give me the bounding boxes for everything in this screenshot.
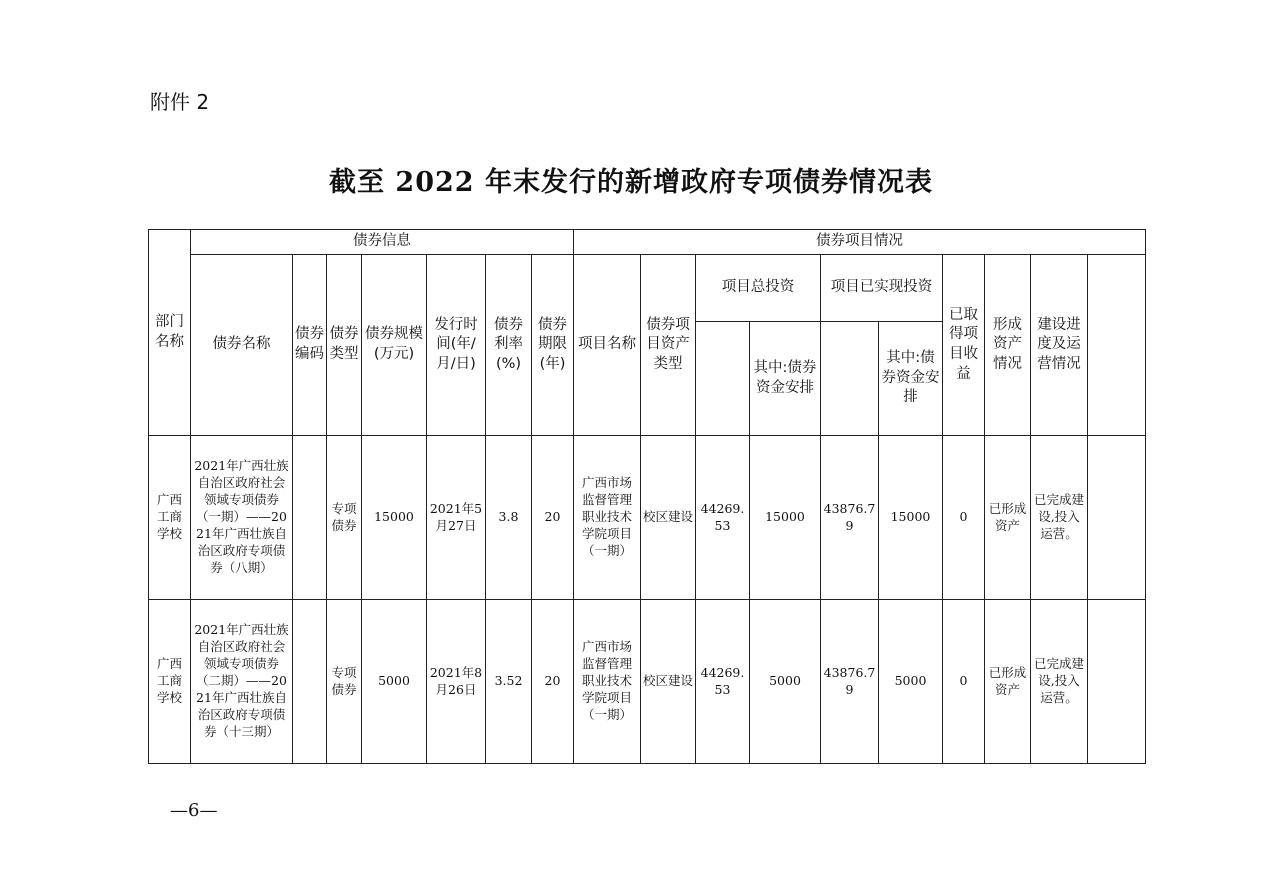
header-total-bond-funds: 其中:债券资金安排	[750, 322, 821, 436]
cell-asset-status: 已形成资产	[985, 600, 1031, 764]
cell-asset-status: 已形成资产	[985, 436, 1031, 600]
header-bond-code: 债券编码	[293, 255, 327, 436]
cell-bond-name: 2021年广西壮族自治区政府社会领域专项债券（一期）——2021年广西壮族自治区政府专项债券（八期）	[191, 436, 293, 600]
header-bond-name: 债券名称	[191, 255, 293, 436]
header-asset-status: 形成资产情况	[985, 255, 1031, 436]
cell-total-bond-funds: 5000	[750, 600, 821, 764]
header-total-invest: 项目总投资	[696, 255, 821, 322]
header-realized-bond-funds: 其中:债券资金安排	[879, 322, 943, 436]
cell-total-invest: 44269.53	[696, 600, 750, 764]
header-group-project-info: 债券项目情况	[574, 230, 1146, 255]
cell-term: 20	[532, 600, 574, 764]
cell-asset-type: 校区建设	[641, 436, 696, 600]
cell-term: 20	[532, 436, 574, 600]
cell-realized-invest: 43876.79	[821, 600, 879, 764]
cell-bond-type: 专项债券	[327, 436, 362, 600]
cell-bond-name: 2021年广西壮族自治区政府社会领域专项债券（二期）——2021年广西壮族自治区政府专项债券（十三期）	[191, 600, 293, 764]
cell-dept: 广西工商学校	[149, 436, 191, 600]
header-asset-type: 债券项目资产类型	[641, 255, 696, 436]
cell-total-bond-funds: 15000	[750, 436, 821, 600]
cell-project-name: 广西市场监督管理职业技术学院项目（一期）	[574, 436, 641, 600]
cell-remark	[1088, 600, 1146, 764]
cell-income: 0	[943, 600, 985, 764]
table-row	[149, 600, 1146, 764]
cell-realized-bond-funds: 5000	[879, 600, 943, 764]
bond-table	[148, 229, 1146, 764]
header-issue-date: 发行时间(年/月/日)	[427, 255, 486, 436]
cell-dept: 广西工商学校	[149, 600, 191, 764]
cell-remark	[1088, 436, 1146, 600]
cell-asset-type: 校区建设	[641, 600, 696, 764]
cell-issue-date: 2021年5月27日	[427, 436, 486, 600]
page-title: 截至 2022 年末发行的新增政府专项债券情况表	[329, 167, 933, 198]
header-income: 已取得项目收益	[943, 255, 985, 436]
header-dept: 部门名称	[149, 230, 191, 436]
cell-rate: 3.8	[486, 436, 532, 600]
cell-total-invest: 44269.53	[696, 436, 750, 600]
header-bond-type: 债券类型	[327, 255, 362, 436]
cell-rate: 3.52	[486, 600, 532, 764]
header-rate: 债券利率(%)	[486, 255, 532, 436]
header-term: 债券期限(年)	[532, 255, 574, 436]
cell-income: 0	[943, 436, 985, 600]
header-group-bond-info: 债券信息	[191, 230, 574, 255]
cell-progress: 已完成建设,投入运营。	[1031, 600, 1088, 764]
cell-realized-bond-funds: 15000	[879, 436, 943, 600]
page-number: —6—	[170, 800, 218, 821]
header-realized-invest: 项目已实现投资	[821, 255, 943, 322]
cell-scale: 5000	[362, 600, 427, 764]
attachment-label: 附件 2	[150, 90, 210, 114]
cell-bond-code	[293, 600, 327, 764]
cell-project-name: 广西市场监督管理职业技术学院项目（一期）	[574, 600, 641, 764]
header-progress: 建设进度及运营情况	[1031, 255, 1088, 436]
table-row	[149, 436, 1146, 600]
cell-issue-date: 2021年8月26日	[427, 600, 486, 764]
cell-realized-invest: 43876.79	[821, 436, 879, 600]
header-total-invest-amount	[696, 322, 750, 436]
cell-bond-code	[293, 436, 327, 600]
cell-bond-type: 专项债券	[327, 600, 362, 764]
cell-progress: 已完成建设,投入运营。	[1031, 436, 1088, 600]
header-realized-invest-amount	[821, 322, 879, 436]
header-bond-scale: 债券规模(万元)	[362, 255, 427, 436]
header-project-name: 项目名称	[574, 255, 641, 436]
cell-scale: 15000	[362, 436, 427, 600]
